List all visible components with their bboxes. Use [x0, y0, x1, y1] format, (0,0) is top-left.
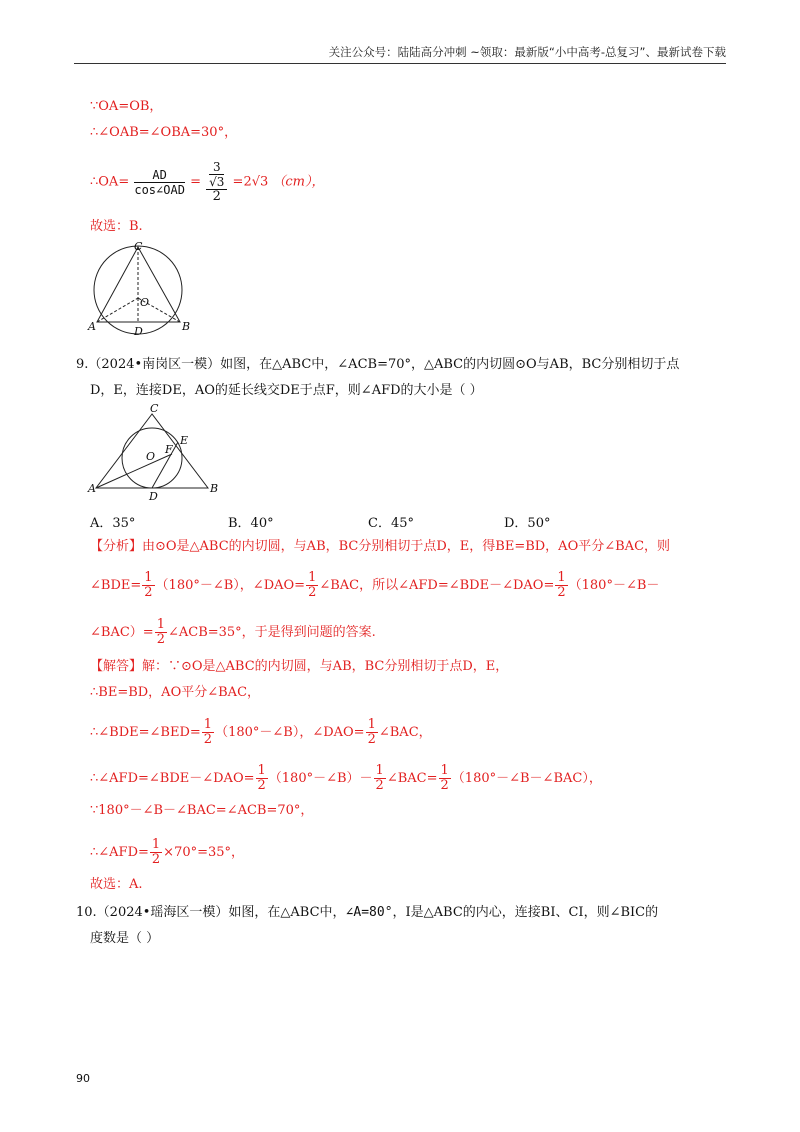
half-fraction — [256, 764, 268, 793]
option-b: B．40° — [228, 516, 274, 531]
result: =2√3 — [232, 174, 269, 190]
solution-line-2: ∴BE=BD，AO平分∠BAC， — [90, 685, 261, 700]
half-fraction — [439, 764, 451, 793]
num: 1 — [257, 763, 266, 778]
den: 2 — [557, 585, 566, 600]
solution-line-6 — [90, 838, 244, 867]
text: ∠BAC）= — [90, 625, 154, 640]
q9-stem-line-1: 9.（2024•南岗区一模）如图，在△ABC中，∠ACB=70°，△ABC的内切圆⊙O与AB，BC分别相切于点 — [76, 357, 680, 372]
den: 2 — [144, 585, 153, 600]
solution-line-3 — [90, 718, 432, 747]
fig2-label-b: B — [210, 482, 219, 495]
inner-fraction — [209, 160, 224, 189]
num: 1 — [375, 763, 384, 778]
text: ∴∠AFD= — [90, 845, 149, 860]
text: ∠ACB=35°，于是得到问题的答案. — [167, 625, 376, 640]
half-fraction — [555, 571, 567, 600]
half-fraction — [306, 571, 318, 600]
text: （180°－∠B－ — [568, 578, 660, 593]
text: ∠BDE= — [90, 578, 142, 593]
half-fraction — [142, 571, 154, 600]
den: 2 — [156, 632, 165, 647]
half-fraction — [202, 718, 214, 747]
nested-fraction — [206, 160, 227, 204]
half-fraction — [366, 718, 378, 747]
text: ∴∠BDE=∠BED= — [90, 725, 201, 740]
fraction-numerator: AD — [134, 168, 185, 183]
fig1-label-c: C — [134, 240, 143, 253]
equals: = — [190, 174, 201, 190]
oa-eq: ∴OA= — [90, 174, 130, 190]
option-c: C．45° — [368, 516, 414, 531]
q10-stem-line-2: 度数是（ ） — [90, 931, 160, 946]
den: 2 — [308, 585, 317, 600]
fig2-label-d: D — [149, 490, 158, 503]
num: 1 — [308, 570, 317, 585]
fig1-label-o: O — [140, 296, 150, 309]
text: （180°－∠B）－ — [268, 771, 373, 786]
prev-answer: 故选：B. — [90, 219, 143, 234]
num: 1 — [367, 717, 376, 732]
text: ∠BAC， — [378, 725, 432, 740]
text: ×70°=35°， — [163, 845, 245, 860]
analysis-line-1: 【分析】由⊙O是△ABC的内切圆，与AB，BC分别相切于点D，E，得BE=BD，AO平分∠BAC，则 — [90, 539, 671, 554]
inner-bottom: √3 — [209, 175, 225, 189]
num: 1 — [156, 617, 165, 632]
prev-line-1: ∵OA=OB， — [90, 99, 163, 114]
num: 1 — [557, 570, 566, 585]
text: ∴∠AFD=∠BDE－∠DAO= — [90, 771, 255, 786]
solution-line-1: 【解答】解：∵⊙O是△ABC的内切圆，与AB，BC分别相切于点D，E， — [90, 659, 509, 674]
half-fraction — [155, 618, 167, 647]
analysis-line-2 — [90, 571, 659, 600]
option-a: A．35° — [90, 516, 136, 531]
den: 2 — [440, 778, 449, 793]
solution-line-4 — [90, 764, 602, 793]
den: 2 — [257, 778, 266, 793]
prev-line-3 — [90, 160, 325, 204]
q9-stem-line-2: D，E，连接DE，AO的延长线交DE于点F，则∠AFD的大小是（ ） — [90, 383, 483, 398]
den: 2 — [151, 852, 161, 867]
den: 2 — [375, 778, 384, 793]
page-header: 关注公众号：陆陆高分冲刺 ~领取：最新版“小中高考-总复习”、最新试卷下载 — [328, 45, 726, 59]
inner-top: 3 — [209, 160, 224, 175]
fig1-label-d: D — [134, 325, 143, 338]
ad-over-cos-fraction — [134, 168, 185, 197]
fig2-label-e: E — [180, 434, 189, 447]
prev-line-2: ∴∠OAB=∠OBA=30°， — [90, 125, 238, 140]
fig1-label-b: B — [182, 320, 191, 333]
text: （180°－∠B－∠BAC）， — [451, 771, 602, 786]
incircle-figure — [86, 400, 226, 506]
nested-denominator: 2 — [212, 189, 221, 204]
angle-a: ∠A=80° — [345, 905, 393, 920]
num: 1 — [440, 763, 449, 778]
den: 2 — [203, 732, 213, 747]
unit: （cm）， — [272, 174, 325, 190]
analysis-line-3 — [90, 618, 376, 647]
circumcircle-figure — [86, 238, 196, 338]
fig2-label-o: O — [146, 450, 156, 463]
header-rule — [74, 63, 726, 64]
den: 2 — [367, 732, 376, 747]
num: 1 — [151, 837, 161, 852]
num: 1 — [144, 570, 153, 585]
fig2-label-a: A — [88, 482, 96, 495]
page-number: 90 — [76, 1072, 90, 1085]
nested-numerator — [206, 160, 227, 190]
text: （180°－∠B），∠DAO= — [215, 725, 365, 740]
q10-stem-line-1 — [76, 904, 658, 922]
option-d: D．50° — [504, 516, 551, 531]
text: （180°－∠B），∠DAO= — [155, 578, 306, 593]
fraction-denominator: cos∠OAD — [134, 182, 185, 197]
fig1-label-a: A — [88, 320, 96, 333]
solution-line-5: ∵180°－∠B－∠BAC=∠ACB=70°， — [90, 803, 314, 818]
q9-answer: 故选：A. — [90, 877, 143, 892]
num: 1 — [203, 717, 213, 732]
fig2-label-c: C — [150, 402, 159, 415]
text: ∠BAC，所以∠AFD=∠BDE－∠DAO= — [319, 578, 555, 593]
half-fraction — [374, 764, 386, 793]
text: ，I是△ABC的内心，连接BI、CI，则∠BIC的 — [392, 905, 659, 920]
text: 10.（2024•瑶海区一模）如图，在△ABC中， — [76, 905, 346, 920]
text: ∠BAC= — [386, 771, 438, 786]
fig2-label-f: F — [165, 443, 173, 456]
half-fraction — [150, 838, 162, 867]
